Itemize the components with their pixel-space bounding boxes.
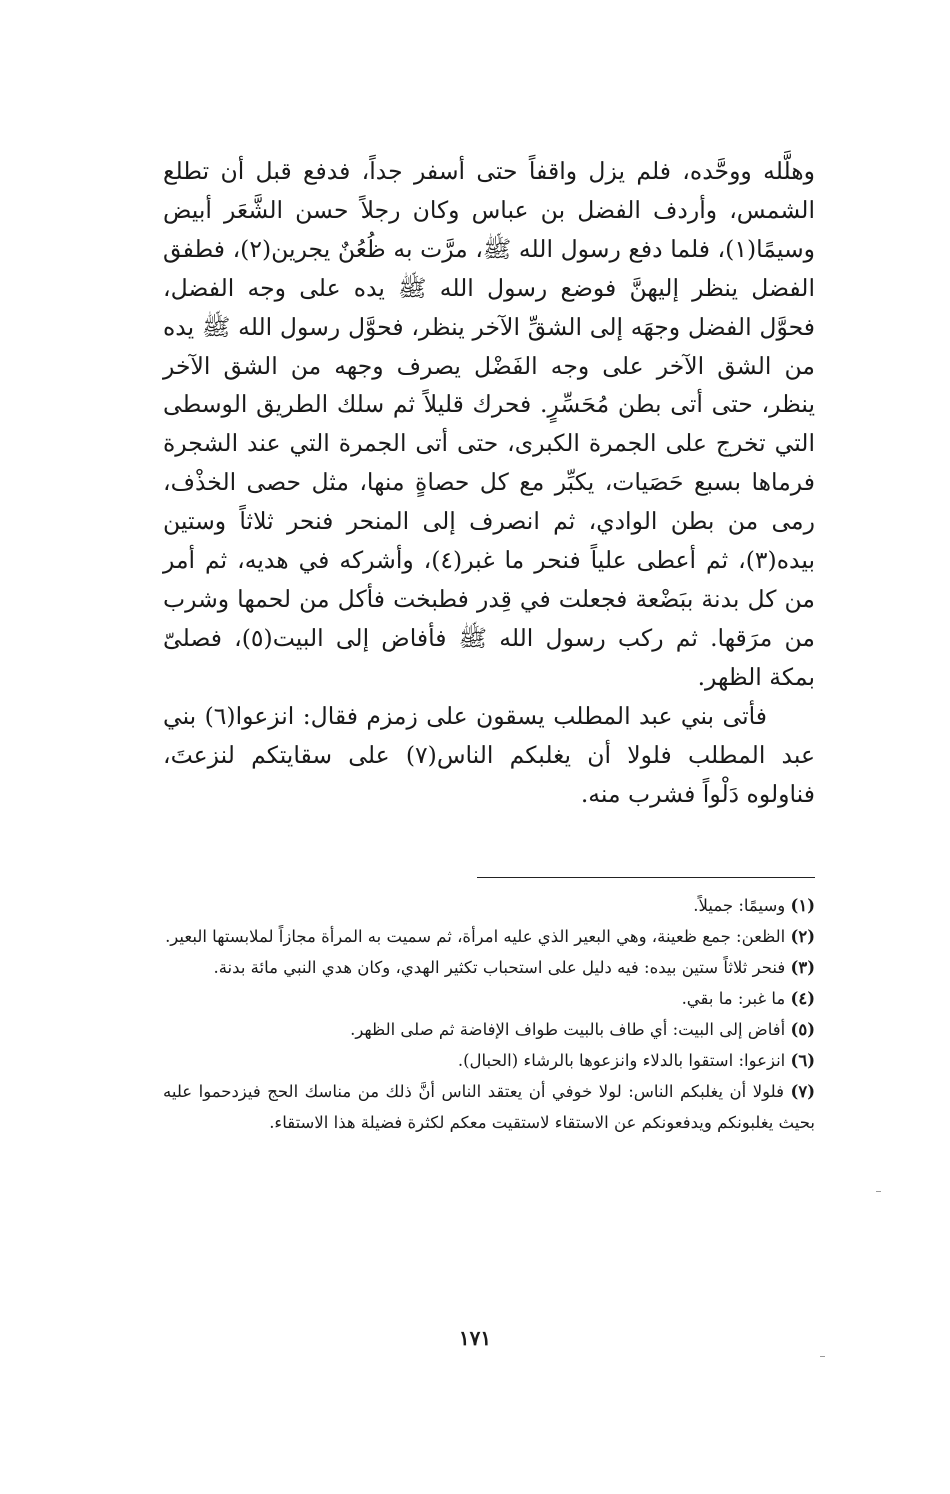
footnote-number: (٥) [790,1020,815,1039]
footnote-text: فلولا أن يغلبكم الناس: لولا خوفي أن يعتقد الناس أنَّ ذلك من مناسك الحج فيزدحموا عليه بحيث يغلبونكم ويدفعونكم عن الاستقاء لاستقيت معكم لكثرة فضيلة هذا الاستقاء. [163,1082,815,1132]
paragraph: فأتى بني عبد المطلب يسقون على زمزم فقال: انزعوا(٦) بني عبد المطلب فلولا أن يغلبكم الناس(٧) على سقايتكم لنزعتَ، فناولوه دَلْواً فشرب منه. [163,701,815,808]
footnote-text: انزعوا: استقوا بالدلاء وانزعوها بالرشاء (الحبال). [457,1051,786,1070]
footnote-text: أفاض إلى البيت: أي طاف بالبيت طواف الإفاضة ثم صلى الظهر. [350,1020,786,1039]
footnote-text: فنحر ثلاثاً ستين بيده: فيه دليل على استحباب تكثير الهدي، وكان هدي النبي مائة بدنة. [213,958,786,977]
footnote [163,921,815,952]
footnote-number: (٣) [790,958,815,977]
footnotes [163,890,815,1138]
footnote [163,983,815,1014]
footnote-number: (٦) [790,1051,815,1070]
scan-mark [876,1191,881,1192]
footnote [163,1045,815,1076]
paragraph: وهلَّله ووحَّده، فلم يزل واقفاً حتى أسفر جداً، فدفع قبل أن تطلع الشمس، وأردف الفضل بن عباس وكان رجلاً حسن الشَّعَر أبيض وسيمًا(١)، فلما دفع رسول الله ﷺ، مرَّت به ظُعُنٌ يجرين(٢)، فطفق الفضل ينظر إليهنَّ فوضع رسول الله ﷺ يده على وجه الفضل، فحوَّل الفضل وجهَه إلى الشقِّ الآخر ينظر، فحوَّل رسول الله ﷺ يده من الشق الآخر على وجه الفَضْل يصرف وجهه من الشق الآخر ينظر، حتى أتى بطن مُحَسِّرٍ. فحرك قليلاً ثم سلك الطريق الوسطى التي تخرج على الجمرة الكبرى، حتى أتى الجمرة التي عند الشجرة فرماها بسبع حَصَيات، يكبِّر مع كل حصاةٍ منها، مثل حصى الخذْف، رمى من بطن الوادي، ثم انصرف إلى المنحر فنحر ثلاثاً وستين بيده(٣)، ثم أعطى علياً فنحر ما غبر(٤)، وأشركه في هديه، ثم أمر من كل بدنة ببَضْعة فجعلت في قِدر فطبخت فأكل من لحمها وشرب من مرَقها. ثم ركب رسول الله ﷺ فأفاض إلى البيت(٥)، فصلىّ بمكة الظهر. [163,157,815,691]
main-text [163,152,815,813]
page-number: ١٧١ [458,1326,492,1350]
footnote-number: (٢) [790,927,815,946]
footnote-number: (١) [790,896,815,915]
footnote [163,1076,815,1138]
footnote-text: الظعن: جمع ظعينة، وهي البعير الذي عليه امرأة، ثم سميت به المرأة مجازاً لملابستها البعير. [165,927,786,946]
footnote [163,952,815,983]
footnote-number: (٤) [790,989,815,1008]
footnote-separator [477,877,815,878]
footnote-text: وسيمًا: جميلاً. [693,896,786,915]
footnote [163,1014,815,1045]
footnote-number: (٧) [790,1082,815,1101]
footnote-text: ما غبر: ما بقي. [681,989,786,1008]
scan-mark [820,1356,825,1357]
footnote [163,890,815,921]
